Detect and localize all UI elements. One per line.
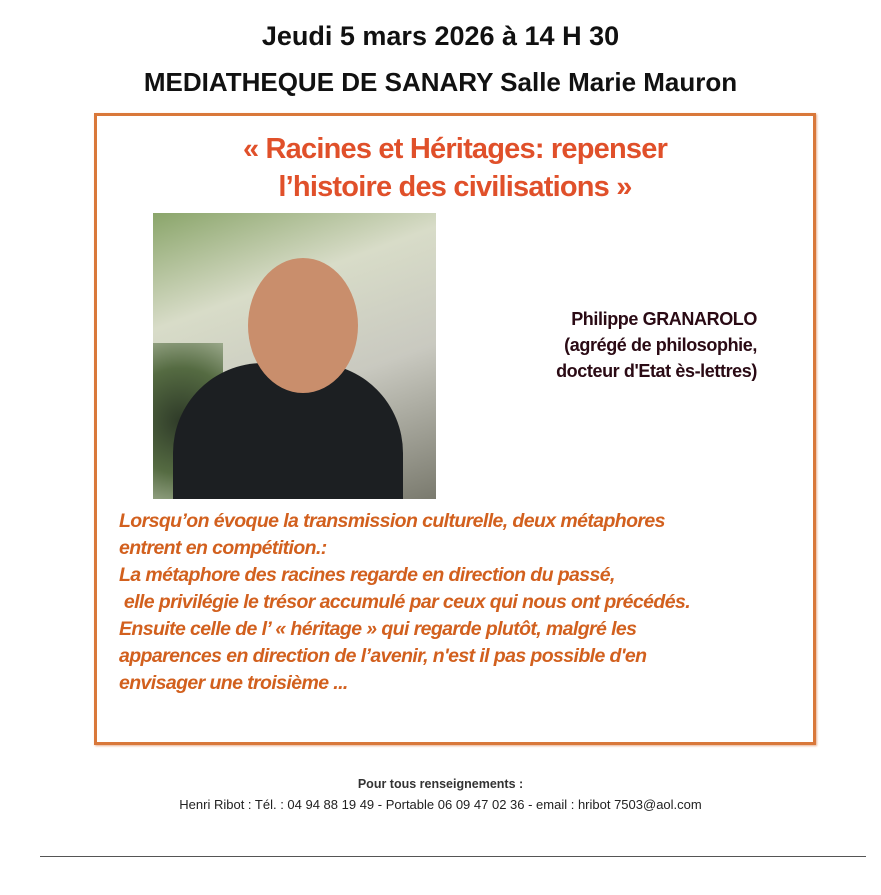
description-line: envisager une troisième ...: [119, 672, 348, 694]
event-box: [94, 113, 816, 745]
description-line: apparences en direction de l’avenir, n'est il pas possible d'en: [119, 645, 647, 667]
title-line-2: l’histoire des civilisations »: [278, 171, 632, 203]
speaker-credential: (agrégé de philosophie,: [564, 335, 757, 355]
divider: [40, 856, 866, 857]
description-line: elle privilégie le trésor accumulé par ceux qui nous ont précédés.: [119, 591, 691, 613]
speaker-photo: [153, 213, 436, 499]
speaker-info: [497, 306, 757, 384]
description-line: La métaphore des racines regarde en direction du passé,: [119, 564, 615, 586]
description-line: Ensuite celle de l’ « héritage » qui regarde plutôt, malgré les: [119, 618, 637, 640]
talk-description: [119, 508, 809, 697]
event-venue: MEDIATHEQUE DE SANARY Salle Marie Mauron: [143, 67, 738, 97]
description-line: Lorsqu’on évoque la transmission culturelle, deux métaphores: [119, 510, 665, 532]
title-line-1: « Racines et Héritages: repenser: [242, 133, 668, 165]
contact-heading: Pour tous renseignements :: [357, 777, 524, 791]
talk-title: [97, 130, 813, 206]
speaker-name: Philippe GRANAROLO: [571, 309, 757, 329]
contact-details: Henri Ribot : Tél. : 04 94 88 19 49 - Portable 06 09 47 02 36 - email : hribot 7503@aol.com: [179, 797, 702, 812]
speaker-credential: docteur d'Etat ès-lettres): [556, 361, 757, 381]
event-date: Jeudi 5 mars 2026 à 14 H 30: [261, 21, 620, 51]
description-line: entrent en compétition.:: [119, 537, 327, 559]
